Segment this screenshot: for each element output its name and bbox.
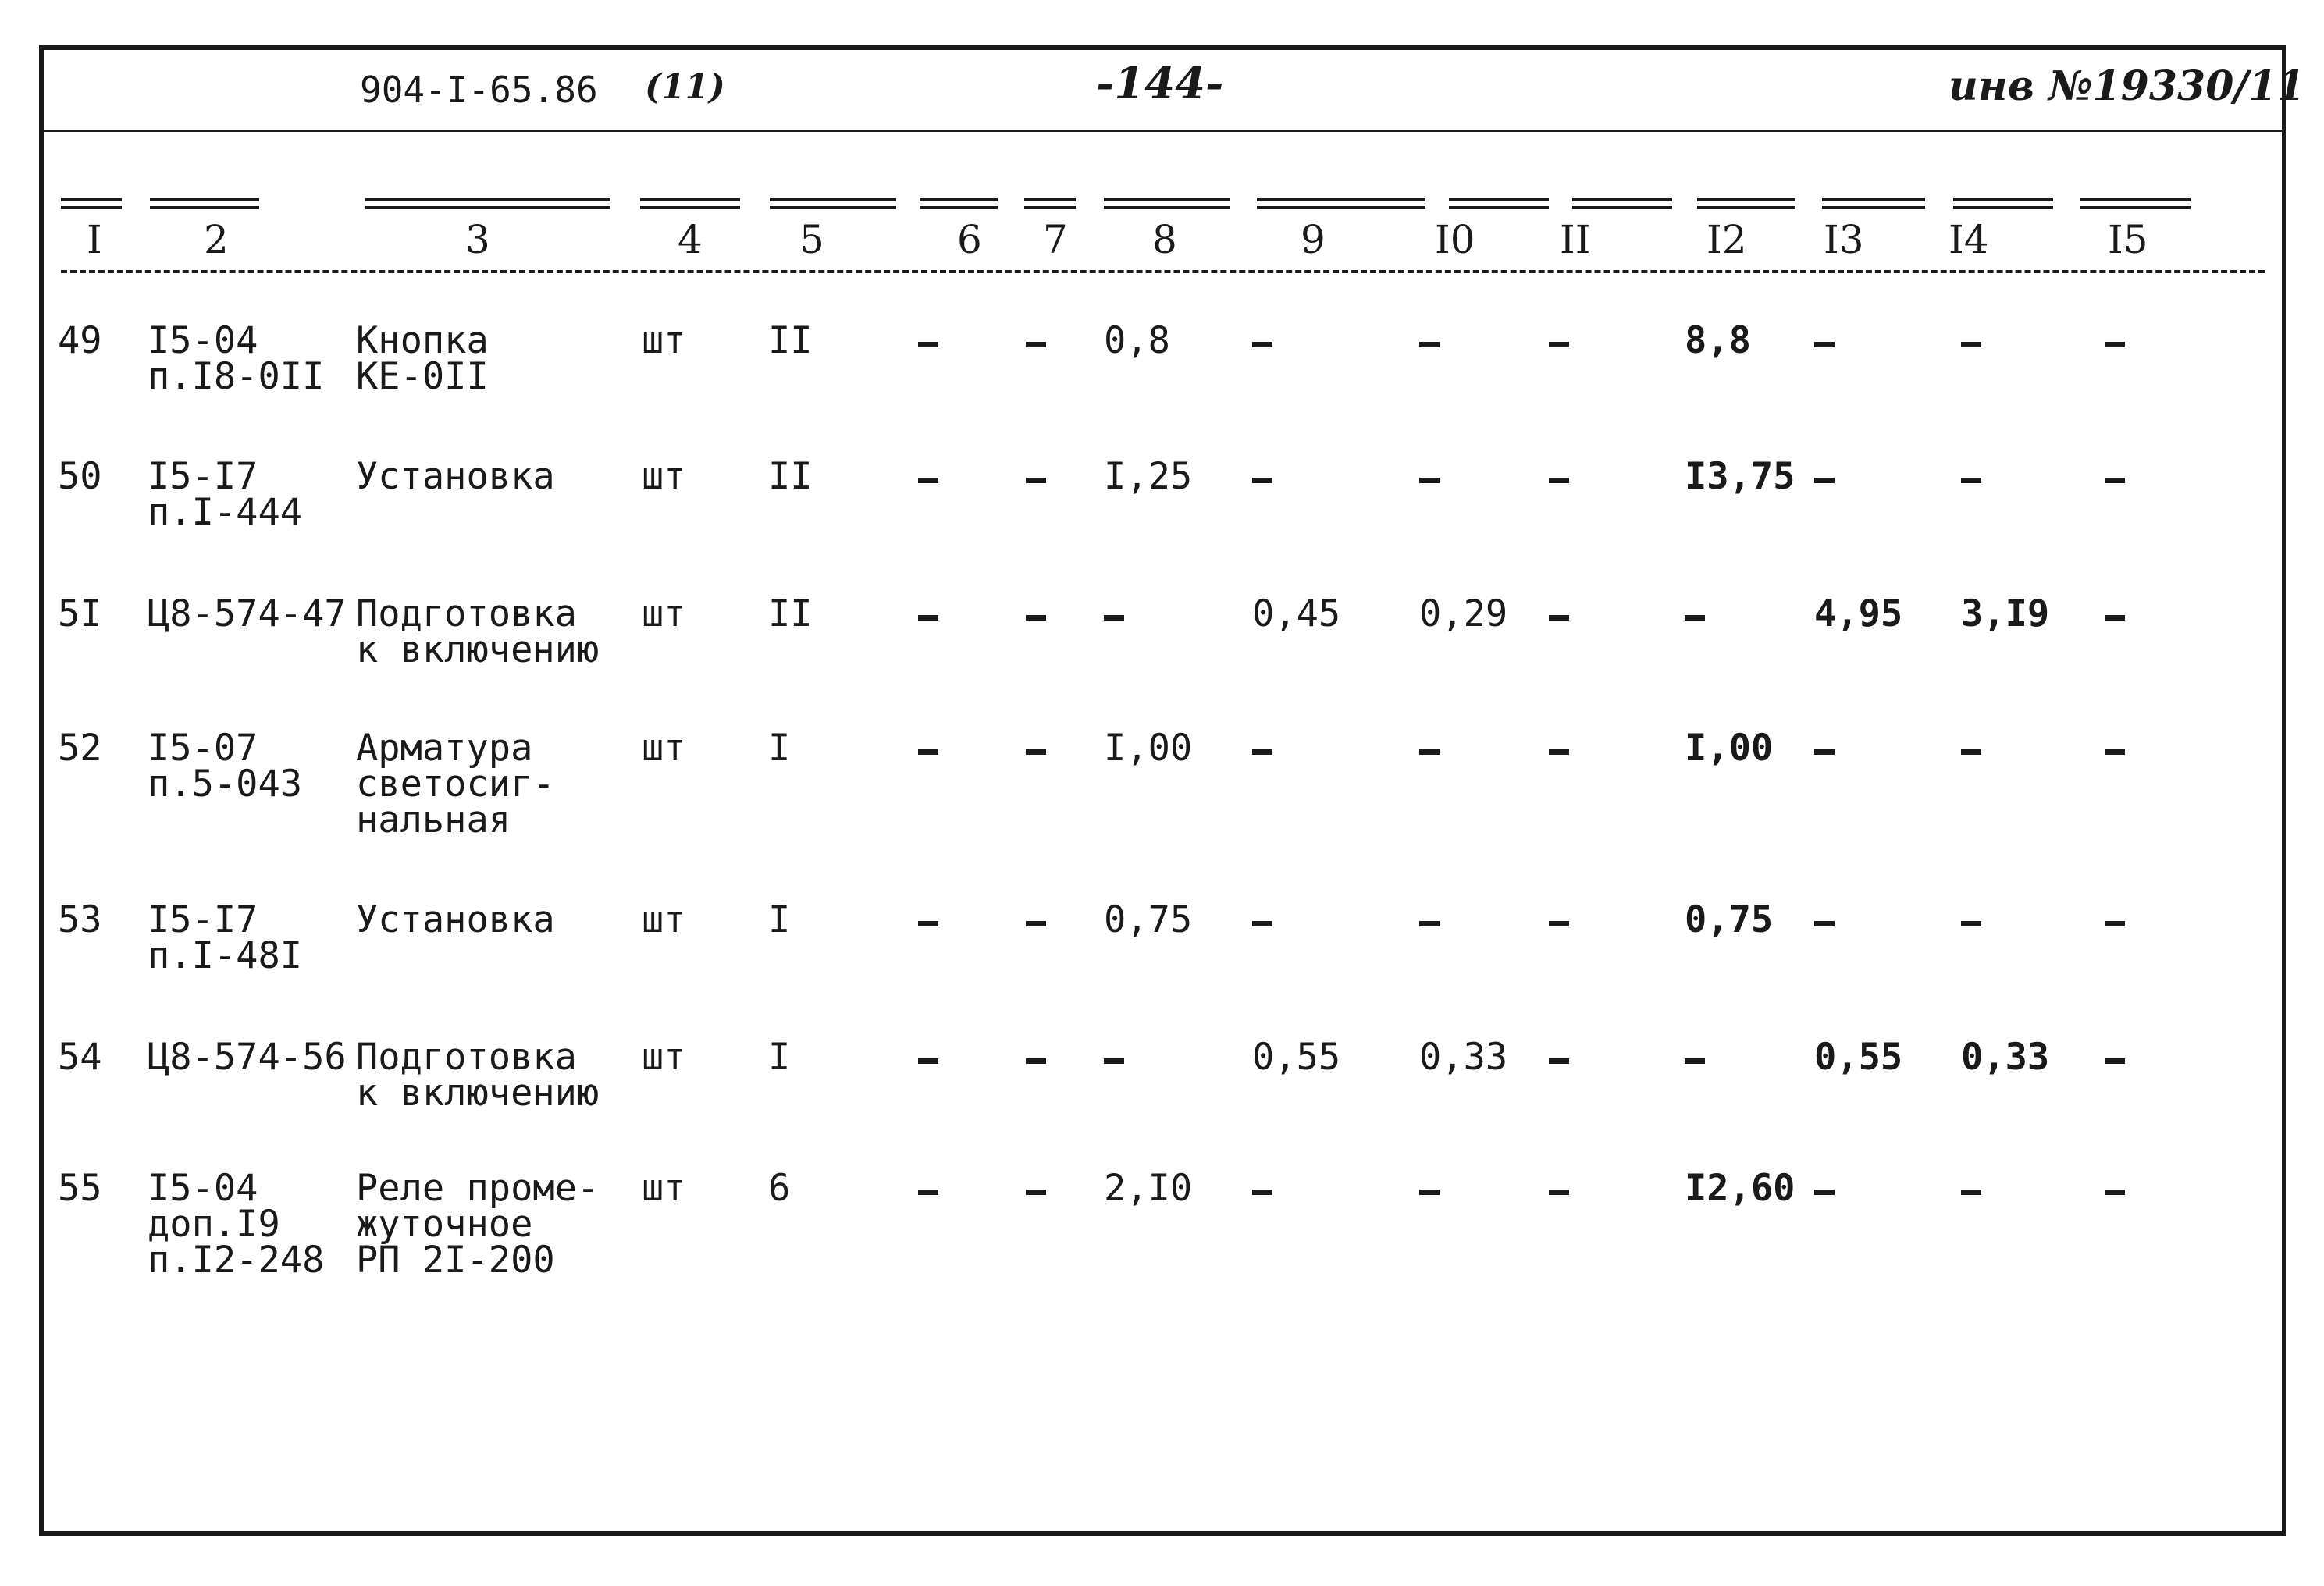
cell-c12: I,00 xyxy=(1685,727,1774,770)
cell-c15 xyxy=(2105,1041,2125,1077)
header-rule-segment xyxy=(920,198,998,204)
empty-dash xyxy=(1961,921,1981,926)
header-rule-segment xyxy=(365,198,610,204)
empty-dash xyxy=(1685,1058,1705,1064)
empty-dash xyxy=(1419,478,1440,483)
column-number: 4 xyxy=(678,217,703,262)
empty-dash xyxy=(1252,921,1272,926)
empty-dash xyxy=(1814,749,1835,755)
cell-c8: 0,8 xyxy=(1104,319,1170,362)
cell-c7 xyxy=(1026,325,1046,361)
inventory-number: инв №19330/11 xyxy=(1949,62,2305,110)
cell-c5: II xyxy=(768,455,813,498)
cell-c6 xyxy=(918,598,938,634)
column-number: I2 xyxy=(1707,217,1747,262)
cell-code: I5-04 доп.I9 п.I2-248 xyxy=(148,1167,325,1282)
cell-unit: шт xyxy=(642,592,686,635)
cell-c8: I,00 xyxy=(1104,727,1193,770)
page-number: -144- xyxy=(1096,58,1224,109)
cell-c10 xyxy=(1419,732,1440,768)
cell-c7 xyxy=(1026,1041,1046,1077)
cell-name: Подготовка к включению xyxy=(356,592,600,671)
cell-c15 xyxy=(2105,598,2125,634)
cell-c10 xyxy=(1419,325,1440,361)
cell-c9: 0,45 xyxy=(1252,592,1341,635)
cell-c14 xyxy=(1961,461,1981,496)
empty-dash xyxy=(1814,1190,1835,1195)
column-number: 5 xyxy=(799,217,824,262)
cell-c15 xyxy=(2105,904,2125,940)
empty-dash xyxy=(2105,342,2125,347)
cell-c14: 0,33 xyxy=(1961,1036,2050,1079)
cell-c6 xyxy=(918,904,938,940)
cell-c5: II xyxy=(768,592,813,635)
empty-dash xyxy=(1252,342,1272,347)
empty-dash xyxy=(1252,478,1272,483)
cell-n: 52 xyxy=(58,727,102,770)
cell-c11 xyxy=(1549,732,1569,768)
header-rule-segment xyxy=(1822,198,1925,204)
cell-c15 xyxy=(2105,325,2125,361)
cell-c15 xyxy=(2105,461,2125,496)
empty-dash xyxy=(918,749,938,755)
cell-c5: I xyxy=(768,1036,791,1079)
cell-c8 xyxy=(1104,1041,1124,1077)
header-rule-segment xyxy=(1953,198,2053,204)
cell-unit: шт xyxy=(642,455,686,498)
cell-c10: 0,33 xyxy=(1419,1036,1508,1079)
cell-c12 xyxy=(1685,598,1705,634)
cell-c7 xyxy=(1026,598,1046,634)
header-divider xyxy=(61,270,2265,278)
cell-c14 xyxy=(1961,325,1981,361)
empty-dash xyxy=(1549,1190,1569,1195)
cell-code: I5-I7 п.I-48I xyxy=(148,898,303,977)
empty-dash xyxy=(1549,749,1569,755)
sheet-marker: (11) xyxy=(645,67,725,107)
cell-n: 5I xyxy=(58,592,102,635)
cell-c11 xyxy=(1549,598,1569,634)
header-rule-segment xyxy=(1257,198,1425,204)
cell-name: Кнопка КЕ-0II xyxy=(356,319,489,398)
cell-c7 xyxy=(1026,732,1046,768)
empty-dash xyxy=(1026,342,1046,347)
empty-dash xyxy=(1549,921,1569,926)
empty-dash xyxy=(1026,478,1046,483)
empty-dash xyxy=(1961,1190,1981,1195)
empty-dash xyxy=(918,1058,938,1064)
cell-code: Ц8-574-56 xyxy=(148,1036,347,1079)
cell-name: Арматура светосиг- нальная xyxy=(356,727,555,841)
cell-unit: шт xyxy=(642,319,686,362)
header-rule-segment xyxy=(1449,198,1549,204)
column-number: 9 xyxy=(1301,217,1326,262)
empty-dash xyxy=(918,615,938,621)
header-rule-segment xyxy=(640,198,740,204)
title-divider xyxy=(44,130,2282,132)
cell-c14 xyxy=(1961,732,1981,768)
empty-dash xyxy=(1549,342,1569,347)
empty-dash xyxy=(1549,615,1569,621)
column-number: I4 xyxy=(1949,217,1989,262)
cell-c10 xyxy=(1419,1172,1440,1208)
header-rule-segment xyxy=(61,198,122,204)
column-number: 3 xyxy=(465,217,490,262)
cell-c11 xyxy=(1549,325,1569,361)
column-number: I3 xyxy=(1824,217,1864,262)
cell-code: Ц8-574-47 xyxy=(148,592,347,635)
cell-c13 xyxy=(1814,732,1835,768)
empty-dash xyxy=(1419,921,1440,926)
empty-dash xyxy=(918,478,938,483)
empty-dash xyxy=(2105,921,2125,926)
cell-unit: шт xyxy=(642,1036,686,1079)
cell-c6 xyxy=(918,1041,938,1077)
cell-c8: I,25 xyxy=(1104,455,1193,498)
cell-n: 55 xyxy=(58,1167,102,1210)
cell-c9 xyxy=(1252,1172,1272,1208)
cell-c8: 2,I0 xyxy=(1104,1167,1193,1210)
cell-c14 xyxy=(1961,904,1981,940)
column-number: 8 xyxy=(1152,217,1177,262)
doc-code: 904-I-65.86 xyxy=(360,69,598,111)
header-rule-segment xyxy=(1572,198,1672,204)
cell-c14 xyxy=(1961,1172,1981,1208)
cell-c9 xyxy=(1252,325,1272,361)
column-number: I xyxy=(87,217,102,262)
empty-dash xyxy=(1961,342,1981,347)
document-sheet xyxy=(39,45,2305,1536)
empty-dash xyxy=(1814,342,1835,347)
header-rule-segment xyxy=(150,198,259,204)
cell-c11 xyxy=(1549,461,1569,496)
cell-c11 xyxy=(1549,904,1569,940)
cell-name: Реле проме- жуточное РП 2I-200 xyxy=(356,1167,600,1282)
cell-n: 49 xyxy=(58,319,102,362)
cell-c11 xyxy=(1549,1172,1569,1208)
empty-dash xyxy=(1419,749,1440,755)
empty-dash xyxy=(1026,1190,1046,1195)
cell-c13 xyxy=(1814,325,1835,361)
cell-c15 xyxy=(2105,732,2125,768)
header-rule-segment xyxy=(770,198,896,204)
cell-c12: 0,75 xyxy=(1685,898,1774,941)
empty-dash xyxy=(2105,749,2125,755)
cell-name: Установка xyxy=(356,898,555,941)
cell-c7 xyxy=(1026,904,1046,940)
cell-unit: шт xyxy=(642,727,686,770)
empty-dash xyxy=(1549,1058,1569,1064)
cell-c13 xyxy=(1814,461,1835,496)
cell-c12 xyxy=(1685,1041,1705,1077)
empty-dash xyxy=(1814,921,1835,926)
empty-dash xyxy=(1104,615,1124,621)
empty-dash xyxy=(1252,1190,1272,1195)
cell-c10 xyxy=(1419,461,1440,496)
column-number: I0 xyxy=(1435,217,1475,262)
empty-dash xyxy=(1026,1058,1046,1064)
cell-name: Установка xyxy=(356,455,555,498)
cell-c13 xyxy=(1814,904,1835,940)
cell-c10 xyxy=(1419,904,1440,940)
cell-c6 xyxy=(918,461,938,496)
cell-code: I5-04 п.I8-0II xyxy=(148,319,325,398)
empty-dash xyxy=(1419,1190,1440,1195)
header-rule-segment xyxy=(1104,198,1230,204)
cell-c12: I3,75 xyxy=(1685,455,1795,498)
cell-n: 53 xyxy=(58,898,102,941)
empty-dash xyxy=(918,921,938,926)
column-number: II xyxy=(1560,217,1591,262)
cell-c9 xyxy=(1252,732,1272,768)
cell-c12: 8,8 xyxy=(1685,319,1751,362)
empty-dash xyxy=(1814,478,1835,483)
empty-dash xyxy=(1252,749,1272,755)
cell-c15 xyxy=(2105,1172,2125,1208)
header-rule-segment xyxy=(1024,198,1076,204)
cell-c14: 3,I9 xyxy=(1961,592,2050,635)
cell-unit: шт xyxy=(642,1167,686,1210)
empty-dash xyxy=(1419,342,1440,347)
empty-dash xyxy=(1104,1058,1124,1064)
cell-c8: 0,75 xyxy=(1104,898,1193,941)
cell-c5: I xyxy=(768,727,791,770)
cell-c9 xyxy=(1252,904,1272,940)
cell-c13: 0,55 xyxy=(1814,1036,1903,1079)
cell-c10: 0,29 xyxy=(1419,592,1508,635)
cell-c6 xyxy=(918,325,938,361)
cell-c8 xyxy=(1104,598,1124,634)
cell-c12: I2,60 xyxy=(1685,1167,1795,1210)
cell-code: I5-07 п.5-043 xyxy=(148,727,303,805)
empty-dash xyxy=(2105,478,2125,483)
cell-n: 54 xyxy=(58,1036,102,1079)
empty-dash xyxy=(1961,749,1981,755)
column-number: 6 xyxy=(957,217,982,262)
cell-unit: шт xyxy=(642,898,686,941)
cell-c9: 0,55 xyxy=(1252,1036,1341,1079)
cell-c7 xyxy=(1026,461,1046,496)
column-number: 7 xyxy=(1043,217,1068,262)
cell-c13 xyxy=(1814,1172,1835,1208)
empty-dash xyxy=(1549,478,1569,483)
cell-c7 xyxy=(1026,1172,1046,1208)
empty-dash xyxy=(1026,749,1046,755)
cell-c11 xyxy=(1549,1041,1569,1077)
header-rule-segment xyxy=(2080,198,2191,204)
empty-dash xyxy=(1685,615,1705,621)
cell-c5: II xyxy=(768,319,813,362)
cell-n: 50 xyxy=(58,455,102,498)
cell-c6 xyxy=(918,1172,938,1208)
cell-c5: 6 xyxy=(768,1167,791,1210)
cell-c6 xyxy=(918,732,938,768)
cell-name: Подготовка к включению xyxy=(356,1036,600,1115)
column-number: I5 xyxy=(2108,217,2148,262)
empty-dash xyxy=(2105,615,2125,621)
cell-c9 xyxy=(1252,461,1272,496)
empty-dash xyxy=(2105,1058,2125,1064)
empty-dash xyxy=(918,1190,938,1195)
empty-dash xyxy=(1026,921,1046,926)
empty-dash xyxy=(918,342,938,347)
cell-code: I5-I7 п.I-444 xyxy=(148,455,303,534)
empty-dash xyxy=(1961,478,1981,483)
column-number: 2 xyxy=(204,217,229,262)
empty-dash xyxy=(2105,1190,2125,1195)
empty-dash xyxy=(1026,615,1046,621)
cell-c13: 4,95 xyxy=(1814,592,1903,635)
cell-c5: I xyxy=(768,898,791,941)
header-rule-segment xyxy=(1697,198,1795,204)
